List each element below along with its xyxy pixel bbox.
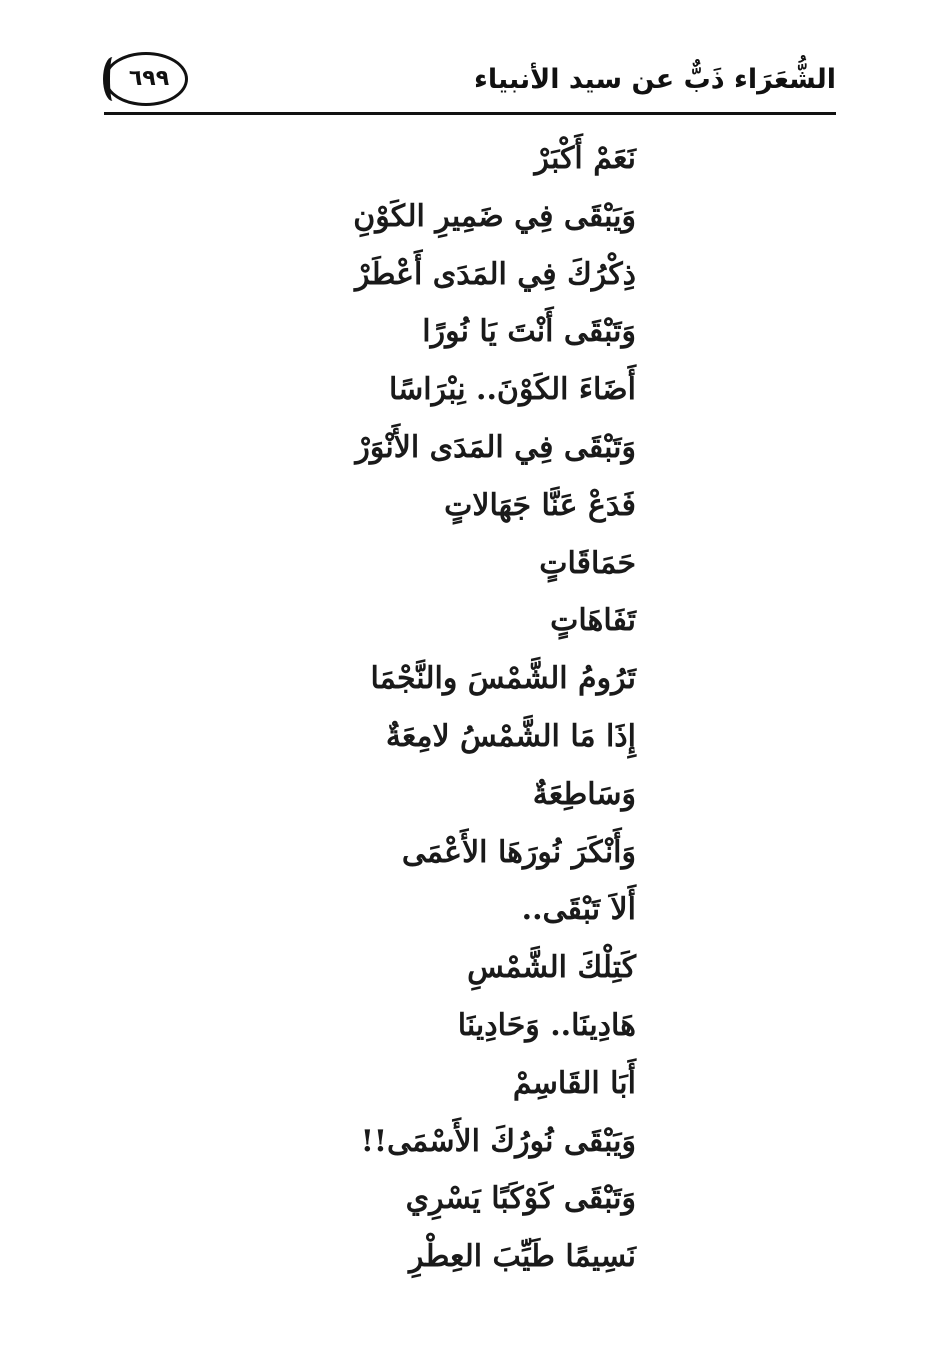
page-header (104, 48, 836, 120)
poem-line: وَتَبْقَى كَوْكَبًا يَسْرِي (405, 1181, 636, 1217)
poem-line: وَسَاطِعَةٌ (532, 776, 636, 812)
poem-line: أَلاَ تَبْقَى.. (521, 892, 636, 928)
poem-line: وَيَبْقَى فِي ضَمِيرِ الكَوْنِ (353, 198, 636, 234)
poem-line: وَأَنْكَرَ نُورَهَا الأَعْمَى (401, 834, 636, 870)
poem (256, 130, 636, 1286)
poem-line: أَضَاءَ الكَوْنَ.. نِبْرَاسًا (389, 372, 636, 408)
poem-line: إِذَا مَا الشَّمْسُ لامِعَةٌ (385, 718, 636, 754)
page-number: ٦٩٩ (128, 66, 170, 91)
poem-line: حَمَاقَاتٍ (539, 545, 636, 581)
poem-line: ذِكْرُكَ فِي المَدَى أَعْطَرْ (354, 256, 636, 292)
poem-line: وَتَبْقَى فِي المَدَى الأَنْوَرْ (355, 429, 636, 465)
poem-line: وَتَبْقَى أَنْتَ يَا نُورًا (422, 314, 636, 350)
poem-line: فَدَعْ عَنَّا جَهَالاتٍ (444, 487, 636, 523)
poem-line: كَتِلْكَ الشَّمْسِ (467, 950, 636, 986)
poem-line: تَرُومُ الشَّمْسَ والنَّجْمَا (370, 661, 636, 697)
poem-line: نَعَمْ أَكْبَرْ (534, 141, 636, 176)
poem-line: تَفَاهَاتٍ (550, 603, 636, 639)
running-title: الشُّعَرَاء ذَبٌّ عن سيد الأنبياء (474, 64, 836, 95)
header-rule (104, 112, 836, 115)
poem-line: وَيَبْقَى نُورُكَ الأَسْمَى!! (360, 1123, 636, 1159)
poem-line: نَسِيمًا طَيِّبَ العِطْرِ (408, 1239, 636, 1275)
poem-line: هَادِينَا.. وَحَادِينَا (457, 1007, 636, 1043)
poem-line: أَبَا القَاسِمْ (512, 1065, 636, 1101)
page-number-oval (104, 52, 188, 106)
